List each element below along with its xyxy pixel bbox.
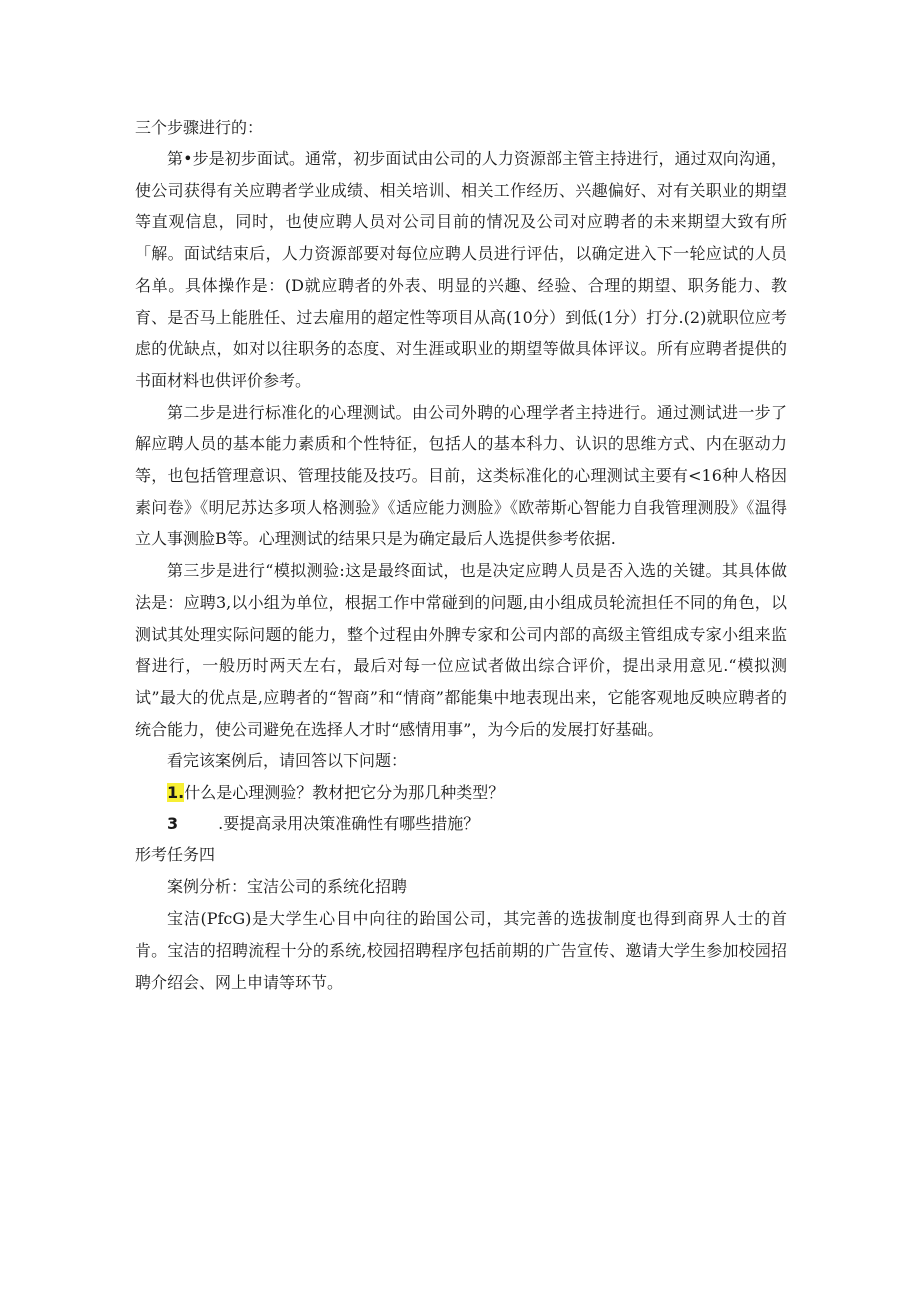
prompt-line: 看完该案例后，请回答以下问题： (167, 751, 408, 771)
question-number-highlighted: 1. (167, 783, 185, 803)
intro-line: 三个步骤进行的： (135, 118, 264, 137)
paragraph-step-one: 第•步是初步面试。通常，初步面试由公司的人力资源部主管主持进行，通过双向沟通，使公司获得有关应聘者学业成绩、相关培训、相关工作经历、兴趣偏好、对有关职业的期望等直观信息，同时，也使应聘人员对公司目前的情况及公司对应聘者的未来期望大致有所「解。面试结束后，人力资源部要对每位应聘人员进行评估，以确定进入下一轮应试的人员名单。具体操作是：(D就应聘者的外表、明显的兴趣、经验、合理的期望、职务能力、教育、是否马上能胜任、过去雇用的超定性等项目从高(10分）到低(1分）打分.(2)就职位应考虑的优缺点，如对以往职务的态度、对生涯或职业的期望等做具体评议。所有应聘者提供的书面材料也供评价参考。 (135, 149, 787, 390)
question-text: .要提高录用决策准确性有哪些措施？ (218, 814, 480, 834)
question-item (135, 777, 787, 808)
case-paragraph: 宝洁(PfcG)是大学生心目中向往的跆国公司，其完善的选拔制度也得到商界人士的首肯。宝洁的招聘流程十分的系统,校园招聘程序包括前期的广告宣传、邀请大学生参加校园招聘介绍会、网上申请等环节。 (135, 909, 787, 992)
case-title: 案例分析：宝洁公司的系统化招聘 (167, 877, 408, 897)
paragraph-step-three: 第三步是进行“模拟测验:这是最终面试，也是决定应聘人员是否入选的关键。其具体做法是：应聘3,以小组为单位，根据工作中常碰到的问题,由小组成员轮流担任不同的角色，以测试其处理实际问题的能力，整个过程由外脾专家和公司内部的高级主管组成专家小组来监督进行，一般历时两天左右，最后对每一位应试者做出综合评价，提出录用意见.“模拟测试”最大的优点是,应聘者的“智商”和“情商”都能集中地表现出来，它能客观地反映应聘者的统合能力，使公司避免在选择人才时“感情用事”，为今后的发展打好基础。 (135, 561, 787, 739)
question-number: 3 (167, 814, 179, 834)
section-heading: 形考任务四 (135, 845, 216, 865)
question-text: 什么是心理测验？教材把它分为那几种类型？ (184, 783, 505, 803)
paragraph-step-two: 第二步是进行标准化的心理测试。由公司外聘的心理学者主持进行。通过测试进一步了解应聘人员的基本能力素质和个性特征，包括人的基本科力、认识的思维方式、内在驱动力等，也包括管理意识、管理技能及技巧。目前，这类标准化的心理测试主要有<16种人格因素问卷》《明尼苏达多项人格测验》《适应能力测脸》《欧蒂斯心智能力自我管理测股》《温得立人事测脸B等。心理测试的结果只是为确定最后人选提供参考依据. (135, 402, 787, 549)
question-item (135, 808, 787, 839)
document-body (135, 112, 787, 998)
